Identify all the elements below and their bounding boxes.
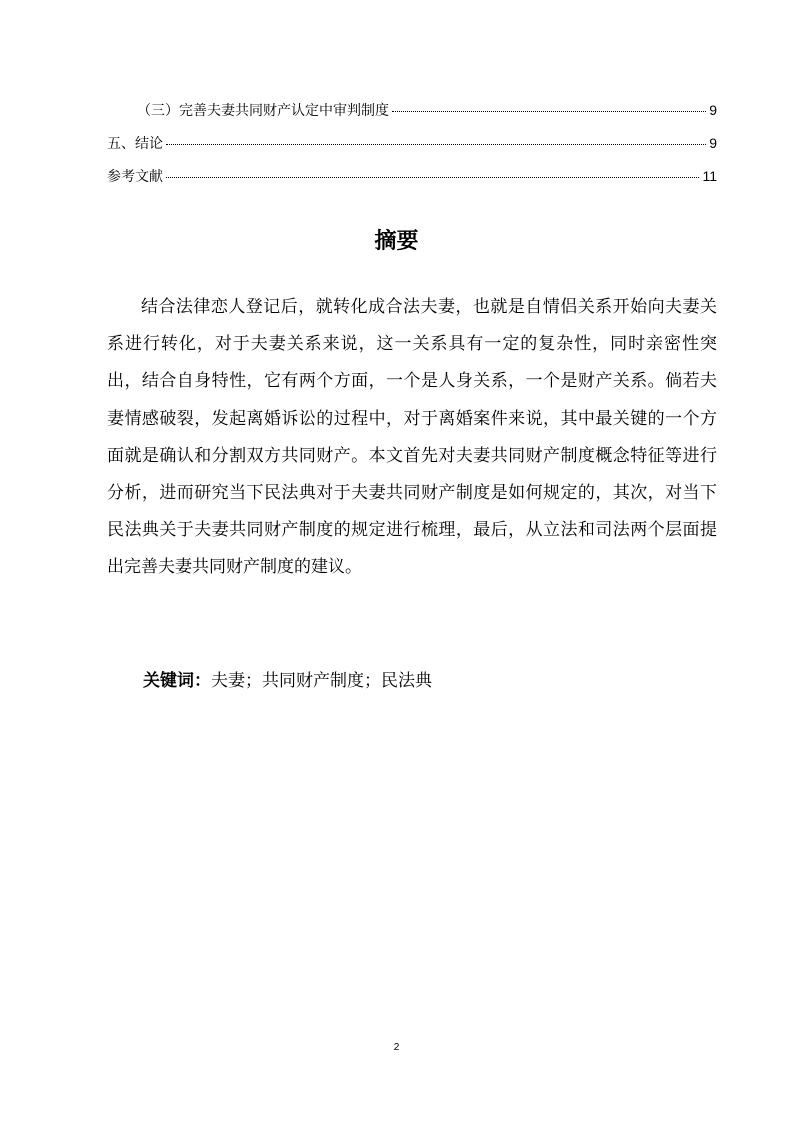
page-number: 2 (393, 1042, 400, 1053)
toc-entry[interactable] (107, 166, 717, 199)
toc-entry-label: 五、结论 (107, 136, 163, 152)
toc-entry-label: （三）完善夫妻共同财产认定中审判制度 (137, 103, 389, 119)
toc-dot-leader (166, 144, 706, 145)
toc-entry-page: 9 (709, 135, 717, 151)
abstract-title: 摘要 (374, 229, 419, 254)
toc-entry-page: 11 (702, 168, 717, 184)
abstract-body: 结合法律恋人登记后，就转化成合法夫妻，也就是自情侣关系开始向夫妻关系进行转化，对于夫妻关系来说，这一关系具有一定的复杂性，同时亲密性突出，结合自身特性，它有两个方面，一个是人身关系，一个是财产关系。倘若夫妻情感破裂，发起离婚诉讼的过程中，对于离婚案件来说，其中最关键的一个方面就是确认和分割双方共同财产。本文首先对夫妻共同财产制度概念特征等进行分析，进而研究当下民法典对于夫妻共同财产制度是如何规定的，其次，对当下民法典关于夫妻共同财产制度的规定进行梳理，最后，从立法和司法两个层面提出完善夫妻共同财产制度的建议。 (107, 297, 717, 578)
keywords-line (143, 666, 432, 691)
toc-dot-leader (166, 177, 699, 178)
toc-dot-leader (392, 111, 706, 112)
toc-entry[interactable] (107, 133, 717, 166)
toc-entry-page: 9 (709, 102, 717, 118)
keywords-label: 关键词： (143, 671, 211, 691)
table-of-contents (107, 100, 717, 199)
keywords-items: 夫妻；共同财产制度；民法典 (211, 671, 432, 691)
toc-entry[interactable] (107, 100, 717, 133)
toc-entry-label: 参考文献 (107, 169, 163, 185)
